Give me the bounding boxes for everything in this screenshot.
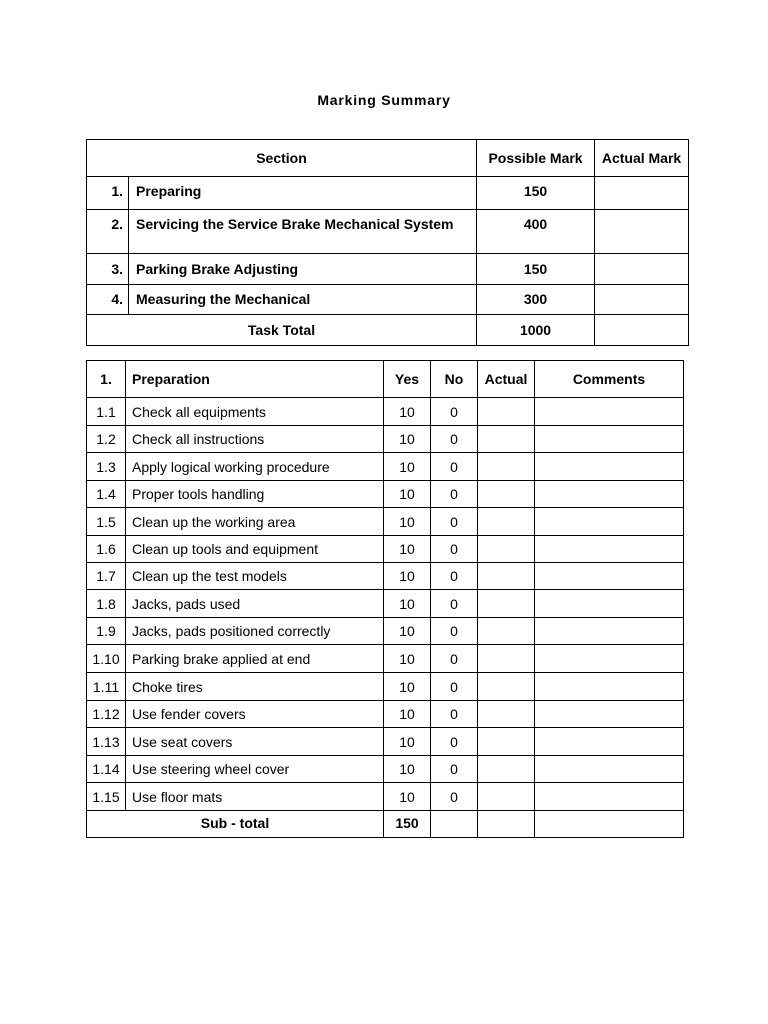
prep-row-actual[interactable] [478, 481, 535, 508]
prep-row-number: 1.5 [87, 508, 126, 536]
prep-row-comments[interactable] [535, 508, 684, 536]
prep-row-number: 1.6 [87, 536, 126, 563]
prep-row-yes: 10 [384, 728, 431, 756]
prep-row-no: 0 [431, 728, 478, 756]
prep-row-comments[interactable] [535, 453, 684, 481]
prep-row [87, 481, 684, 508]
prep-row-no: 0 [431, 673, 478, 701]
prep-row-no: 0 [431, 563, 478, 590]
summary-row-mark: 150 [477, 254, 595, 285]
task-total-value: 1000 [477, 315, 595, 346]
summary-row-mark: 400 [477, 210, 595, 254]
summary-row-label: Parking Brake Adjusting [129, 254, 477, 285]
prep-row-item: Use floor mats [126, 783, 384, 811]
summary-row [87, 254, 689, 285]
page-title: Marking Summary [317, 92, 451, 108]
summary-row-number: 2. [87, 210, 129, 254]
prep-row-comments[interactable] [535, 756, 684, 783]
prep-row-number: 1.9 [87, 618, 126, 645]
prep-row-comments[interactable] [535, 783, 684, 811]
prep-row-yes: 10 [384, 701, 431, 728]
prep-row-comments[interactable] [535, 645, 684, 673]
prep-row-no: 0 [431, 398, 478, 426]
prep-row-no: 0 [431, 645, 478, 673]
prep-row-no: 0 [431, 426, 478, 453]
task-total-actual[interactable] [595, 315, 689, 346]
prep-row-number: 1.8 [87, 590, 126, 618]
prep-row-yes: 10 [384, 590, 431, 618]
subtotal-comments[interactable] [535, 811, 684, 838]
prep-row-item: Jacks, pads used [126, 590, 384, 618]
summary-row [87, 210, 689, 254]
prep-header-number: 1. [87, 361, 126, 398]
summary-row [87, 285, 689, 315]
prep-row [87, 398, 684, 426]
summary-total-row [87, 315, 689, 346]
prep-row-number: 1.2 [87, 426, 126, 453]
prep-row-actual[interactable] [478, 701, 535, 728]
prep-row-yes: 10 [384, 756, 431, 783]
prep-row-no: 0 [431, 453, 478, 481]
prep-row [87, 426, 684, 453]
prep-row-yes: 10 [384, 426, 431, 453]
prep-row-actual[interactable] [478, 536, 535, 563]
prep-row [87, 618, 684, 645]
prep-row [87, 783, 684, 811]
prep-row-comments[interactable] [535, 728, 684, 756]
prep-row-yes: 10 [384, 536, 431, 563]
prep-row-item: Clean up tools and equipment [126, 536, 384, 563]
prep-header-comments: Comments [535, 361, 684, 398]
prep-row-comments[interactable] [535, 673, 684, 701]
preparation-header-row [87, 361, 684, 398]
prep-row-actual[interactable] [478, 728, 535, 756]
task-total-label: Task Total [87, 315, 477, 346]
prep-row-number: 1.12 [87, 701, 126, 728]
prep-row-number: 1.13 [87, 728, 126, 756]
prep-row-item: Apply logical working procedure [126, 453, 384, 481]
prep-row-actual[interactable] [478, 563, 535, 590]
prep-row-item: Clean up the test models [126, 563, 384, 590]
summary-row-label: Measuring the Mechanical [129, 285, 477, 315]
marking-summary-table [86, 139, 689, 346]
prep-row-item: Choke tires [126, 673, 384, 701]
possible-mark-header: Possible Mark [477, 140, 595, 177]
prep-row-yes: 10 [384, 398, 431, 426]
prep-row-comments[interactable] [535, 618, 684, 645]
summary-row-actual[interactable] [595, 254, 689, 285]
prep-row-item: Clean up the working area [126, 508, 384, 536]
prep-row-yes: 10 [384, 563, 431, 590]
prep-row-item: Use seat covers [126, 728, 384, 756]
prep-row-actual[interactable] [478, 783, 535, 811]
summary-row-number: 1. [87, 177, 129, 210]
prep-row [87, 701, 684, 728]
summary-row-actual[interactable] [595, 210, 689, 254]
prep-row-actual[interactable] [478, 426, 535, 453]
prep-row-no: 0 [431, 618, 478, 645]
summary-row [87, 177, 689, 210]
prep-row-number: 1.7 [87, 563, 126, 590]
prep-row-comments[interactable] [535, 426, 684, 453]
prep-row [87, 590, 684, 618]
prep-header-actual: Actual [478, 361, 535, 398]
prep-row-no: 0 [431, 783, 478, 811]
prep-row-yes: 10 [384, 453, 431, 481]
summary-row-label: Servicing the Service Brake Mechanical System [129, 210, 477, 254]
prep-row-item: Check all instructions [126, 426, 384, 453]
prep-row-comments[interactable] [535, 590, 684, 618]
prep-row-number: 1.10 [87, 645, 126, 673]
prep-row-actual[interactable] [478, 645, 535, 673]
summary-row-mark: 150 [477, 177, 595, 210]
prep-row-comments[interactable] [535, 563, 684, 590]
prep-row-number: 1.11 [87, 673, 126, 701]
prep-row-number: 1.4 [87, 481, 126, 508]
subtotal-value: 150 [384, 811, 431, 838]
prep-row-yes: 10 [384, 481, 431, 508]
prep-row [87, 536, 684, 563]
prep-row-item: Use fender covers [126, 701, 384, 728]
prep-row-item: Jacks, pads positioned correctly [126, 618, 384, 645]
prep-row-yes: 10 [384, 508, 431, 536]
subtotal-label: Sub - total [87, 811, 384, 838]
prep-row-item: Use steering wheel cover [126, 756, 384, 783]
summary-row-number: 4. [87, 285, 129, 315]
actual-mark-header: Actual Mark [595, 140, 689, 177]
prep-row [87, 508, 684, 536]
prep-header-yes: Yes [384, 361, 431, 398]
summary-row-number: 3. [87, 254, 129, 285]
prep-row [87, 728, 684, 756]
prep-row-yes: 10 [384, 618, 431, 645]
prep-row-yes: 10 [384, 645, 431, 673]
prep-row-number: 1.14 [87, 756, 126, 783]
prep-row-yes: 10 [384, 673, 431, 701]
preparation-table [86, 360, 684, 838]
subtotal-no [431, 811, 478, 838]
prep-row-number: 1.15 [87, 783, 126, 811]
prep-row-number: 1.1 [87, 398, 126, 426]
prep-row-no: 0 [431, 536, 478, 563]
subtotal-row [87, 811, 684, 838]
prep-row-comments[interactable] [535, 536, 684, 563]
prep-row-number: 1.3 [87, 453, 126, 481]
prep-row-item: Parking brake applied at end [126, 645, 384, 673]
summary-row-mark: 300 [477, 285, 595, 315]
prep-row-comments[interactable] [535, 481, 684, 508]
summary-header-row [87, 140, 689, 177]
prep-row [87, 645, 684, 673]
prep-row [87, 756, 684, 783]
subtotal-actual[interactable] [478, 811, 535, 838]
prep-row-actual[interactable] [478, 453, 535, 481]
prep-row-actual[interactable] [478, 398, 535, 426]
prep-row-no: 0 [431, 481, 478, 508]
summary-row-actual[interactable] [595, 285, 689, 315]
prep-row-comments[interactable] [535, 398, 684, 426]
prep-row-actual[interactable] [478, 673, 535, 701]
prep-row [87, 563, 684, 590]
summary-row-actual[interactable] [595, 177, 689, 210]
prep-row-actual[interactable] [478, 508, 535, 536]
prep-row-actual[interactable] [478, 756, 535, 783]
prep-row [87, 453, 684, 481]
prep-row-no: 0 [431, 508, 478, 536]
prep-row-actual[interactable] [478, 618, 535, 645]
prep-row-item: Proper tools handling [126, 481, 384, 508]
prep-row-no: 0 [431, 590, 478, 618]
prep-header-item: Preparation [126, 361, 384, 398]
summary-row-label: Preparing [129, 177, 477, 210]
prep-row-yes: 10 [384, 783, 431, 811]
prep-row-no: 0 [431, 701, 478, 728]
prep-row-actual[interactable] [478, 590, 535, 618]
prep-row-no: 0 [431, 756, 478, 783]
section-header: Section [87, 140, 477, 177]
prep-row [87, 673, 684, 701]
prep-header-no: No [431, 361, 478, 398]
prep-row-item: Check all equipments [126, 398, 384, 426]
prep-row-comments[interactable] [535, 701, 684, 728]
